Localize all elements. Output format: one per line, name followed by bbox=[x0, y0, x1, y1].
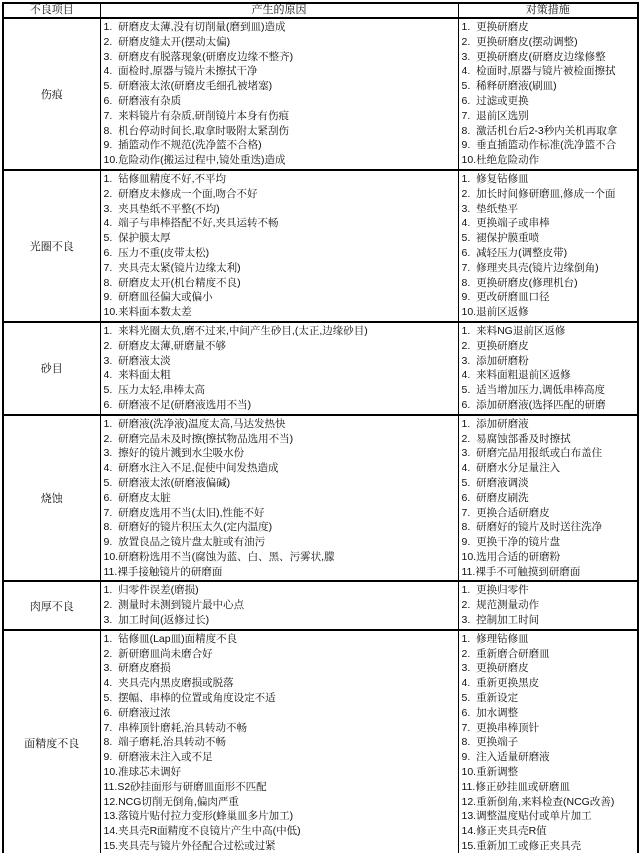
list-item: 6. 过滤或更换 bbox=[461, 94, 529, 107]
defect-item-label: 烧蚀 bbox=[3, 415, 100, 582]
list-item: 3. 更换研磨皮 bbox=[461, 662, 529, 675]
list-item: 4. 面检时,原器与镜片未擦拭干净 bbox=[103, 65, 258, 78]
table-row bbox=[3, 630, 638, 853]
list-item: 6. 加水调整 bbox=[461, 706, 519, 719]
measure-list bbox=[458, 170, 638, 322]
list-item: 2. 重新磨合研磨皿 bbox=[461, 647, 550, 660]
defect-item-label: 光圈不良 bbox=[3, 170, 100, 322]
list-item: 9. 研磨皿径偏大或偏小 bbox=[103, 291, 213, 304]
list-item: 5. 压力太轻,串棒太高 bbox=[103, 384, 206, 397]
table-row bbox=[3, 18, 638, 170]
list-item: 5. 重新设定 bbox=[461, 692, 519, 705]
list-item: 13.落镜片贴付拉力变形(蜂巢皿多片加工) bbox=[103, 810, 294, 823]
list-item: 10.重新调整 bbox=[461, 766, 519, 779]
list-item: 9. 垂直插篮动作标准(洗净篮不合 bbox=[461, 139, 617, 152]
measure-list bbox=[458, 322, 638, 415]
list-item: 3. 擦好的镜片溅到水尘吸水份 bbox=[103, 447, 245, 460]
list-item: 1. 修理钻修皿 bbox=[461, 632, 529, 645]
list-item: 8. 端子磨耗,治具转动不畅 bbox=[103, 736, 227, 749]
list-item: 1. 来料光圈太负,磨不过来,中间产生砂目,(太正,边缘砂目) bbox=[103, 324, 368, 337]
list-item: 11.修正砂挂皿或研磨皿 bbox=[461, 780, 570, 793]
list-item: 4. 来料面太粗 bbox=[103, 369, 171, 382]
list-item: 3. 夹具垫纸不平整(不均) bbox=[103, 202, 220, 215]
cause-list bbox=[100, 630, 458, 853]
list-item: 8. 研磨皮太开(机台精度不良) bbox=[103, 276, 241, 289]
list-item: 15.夹具壳与镜片外径配合过松或过紧 bbox=[103, 840, 276, 853]
list-item: 9. 研磨液未注入或不足 bbox=[103, 751, 213, 764]
list-item: 14.修正夹具壳R值 bbox=[461, 825, 547, 838]
list-item: 15.重新加工或修正夹具壳 bbox=[461, 840, 582, 853]
list-item: 11.S2砂挂面形与研磨皿面形不匹配 bbox=[103, 780, 267, 793]
list-item: 12.重新倒角,来料检查(NCG改善) bbox=[461, 795, 615, 808]
list-item: 8. 更换研磨皮(修理机台) bbox=[461, 276, 578, 289]
table-row bbox=[3, 322, 638, 415]
list-item: 5. 适当增加压力,调低串棒高度 bbox=[461, 384, 606, 397]
cause-list bbox=[100, 581, 458, 629]
list-item: 5. 研磨液调淡 bbox=[461, 476, 529, 489]
list-item: 5. 保护膜太厚 bbox=[103, 232, 171, 245]
defect-item-label: 伤痕 bbox=[3, 18, 100, 170]
list-item: 4. 研磨水分足量注入 bbox=[461, 462, 561, 475]
table-row bbox=[3, 581, 638, 629]
list-item: 7. 来料镜片有杂质,研削镜片本身有伤痕 bbox=[103, 109, 290, 122]
list-item: 6. 研磨皮刷洗 bbox=[461, 491, 529, 504]
measure-list bbox=[458, 18, 638, 170]
defect-item-label: 砂目 bbox=[3, 322, 100, 415]
list-item: 10.危险动作(搬运过程中,镜处重迭)造成 bbox=[103, 154, 286, 167]
list-item: 4. 来料面粗退前区返修 bbox=[461, 369, 571, 382]
list-item: 1. 研磨皮太薄,没有切削量(磨到皿)造成 bbox=[103, 21, 286, 33]
list-item: 10.杜绝危险动作 bbox=[461, 154, 540, 167]
list-item: 2. 测量时未测到镜片最中心点 bbox=[103, 599, 245, 612]
list-item: 13.调整温度贴付或单片加工 bbox=[461, 810, 592, 823]
list-item: 4. 更换端子或串棒 bbox=[461, 217, 550, 230]
cause-list bbox=[100, 170, 458, 322]
list-item: 6. 压力不重(皮带太松) bbox=[103, 246, 210, 259]
list-item: 3. 控制加工时间 bbox=[461, 614, 540, 627]
defect-table-body bbox=[3, 18, 638, 853]
list-item: 7. 修理夹具壳(镜片边缘倒角) bbox=[461, 261, 599, 274]
list-item: 11.裸手接触镜片的研磨面 bbox=[103, 565, 223, 578]
table-row bbox=[3, 415, 638, 582]
list-item: 10.选用合适的研磨粉 bbox=[461, 550, 561, 563]
list-item: 10.准球芯未调好 bbox=[103, 766, 182, 779]
defect-item-label: 面精度不良 bbox=[3, 630, 100, 853]
list-item: 1. 更换归零件 bbox=[461, 584, 529, 597]
header-defect-item: 不良项目 bbox=[3, 3, 100, 18]
list-item: 8. 研磨好的镜片积压太久(定内温度) bbox=[103, 521, 273, 534]
list-item: 5. 稀释研磨液(刷皿) bbox=[461, 80, 557, 93]
list-item: 1. 研磨液(洗净液)温度太高,马达发热快 bbox=[103, 417, 286, 430]
list-item: 2. 加长时间修研磨皿,修成一个面 bbox=[461, 187, 616, 200]
list-item: 5. 褪保护膜重喷 bbox=[461, 232, 540, 245]
list-item: 3. 研磨皮有脱落现象(研磨皮边缘不整齐) bbox=[103, 50, 294, 63]
list-item: 9. 注入适量研磨液 bbox=[461, 751, 550, 764]
measure-list bbox=[458, 581, 638, 629]
list-item: 9. 放置良品之镜片盘太脏或有油污 bbox=[103, 536, 266, 549]
measure-list bbox=[458, 415, 638, 582]
list-item: 6. 研磨液有杂质 bbox=[103, 94, 182, 107]
cause-list bbox=[100, 18, 458, 170]
list-item: 8. 研磨好的镜片及时送往洗净 bbox=[461, 521, 603, 534]
list-item: 10.来料面本数太差 bbox=[103, 306, 192, 319]
table-row bbox=[3, 170, 638, 322]
list-item: 8. 更换端子 bbox=[461, 736, 519, 749]
list-item: 4. 重新更换黑皮 bbox=[461, 677, 540, 690]
list-item: 8. 激活机台后2-3秒内关机再取拿 bbox=[461, 124, 618, 137]
list-item: 4. 检面时,原器与镜片被检面擦拭 bbox=[461, 65, 616, 78]
list-item: 2. 研磨皮未修成一个面,吻合不好 bbox=[103, 187, 258, 200]
defect-table bbox=[2, 2, 639, 853]
list-item: 4. 夹具壳内黑皮磨损或脱落 bbox=[103, 677, 234, 690]
list-item: 5. 研磨液太浓(研磨皮毛细孔被堵塞) bbox=[103, 80, 273, 93]
list-item: 6. 研磨液过浓 bbox=[103, 706, 171, 719]
list-item: 2. 易腐蚀部番及时擦拭 bbox=[461, 432, 571, 445]
cause-list bbox=[100, 415, 458, 582]
list-item: 10.研磨粉选用不当(腐蚀为蓝、白、黑、污雾状,朦 bbox=[103, 550, 335, 563]
list-item: 2. 研磨完品未及时擦(擦拭物品选用不当) bbox=[103, 432, 294, 445]
list-item: 5. 研磨液太浓(研磨液偏碱) bbox=[103, 476, 231, 489]
list-item: 2. 规范测量动作 bbox=[461, 599, 540, 612]
list-item: 14.夹具壳R面精度不良镜片产生中高(中低) bbox=[103, 825, 301, 838]
list-item: 1. 钻修皿(Lap皿)面精度不良 bbox=[103, 632, 238, 645]
list-item: 6. 减轻压力(调整皮带) bbox=[461, 246, 568, 259]
list-item: 11.裸手不可触摸到研磨面 bbox=[461, 565, 581, 578]
list-item: 6. 研磨皮太脏 bbox=[103, 491, 171, 504]
header-row bbox=[3, 3, 638, 18]
header-cause: 产生的原因 bbox=[100, 3, 458, 18]
list-item: 2. 研磨皮缝太开(摆动太偏) bbox=[103, 35, 231, 48]
list-item: 2. 更换研磨皮 bbox=[461, 339, 529, 352]
list-item: 3. 添加研磨粉 bbox=[461, 354, 529, 367]
list-item: 7. 更换串棒顶针 bbox=[461, 721, 540, 734]
list-item: 7. 夹具壳太紧(镜片边缘太利) bbox=[103, 261, 241, 274]
list-item: 1. 归零件误差(磨损) bbox=[103, 584, 199, 597]
measure-list bbox=[458, 630, 638, 853]
list-item: 7. 串棒顶针磨耗,治具转动不畅 bbox=[103, 721, 248, 734]
list-item: 3. 研磨完品用报纸或白布盖住 bbox=[461, 447, 603, 460]
list-item: 8. 机台停动时间长,取拿时吸附太紧刮伤 bbox=[103, 124, 290, 137]
header-measure: 对策措施 bbox=[458, 3, 638, 18]
list-item: 7. 研磨皮选用不当(太旧),性能不好 bbox=[103, 506, 265, 519]
list-item: 9. 更改研磨皿口径 bbox=[461, 291, 550, 304]
list-item: 5. 摆幅、串棒的位置或角度设定不适 bbox=[103, 692, 276, 705]
list-item: 10.退前区返修 bbox=[461, 306, 529, 319]
list-item: 4. 研磨水注入不足,促使中间发热造成 bbox=[103, 462, 279, 475]
defect-item-label: 肉厚不良 bbox=[3, 581, 100, 629]
list-item: 6. 添加研磨液(选择匹配的研磨 bbox=[461, 398, 606, 411]
list-item: 3. 垫纸垫平 bbox=[461, 202, 519, 215]
list-item: 12.NCG切削无倒角,偏肉严重 bbox=[103, 795, 239, 808]
list-item: 1. 来料NG退前区返修 bbox=[461, 324, 566, 337]
list-item: 6. 研磨液不足(研磨液选用不当) bbox=[103, 398, 252, 411]
list-item: 1. 修复钻修皿 bbox=[461, 172, 529, 185]
list-item: 9. 插篮动作不规范(洗净篮不合格) bbox=[103, 139, 262, 152]
list-item: 7. 退前区选别 bbox=[461, 109, 529, 122]
list-item: 9. 更换干净的镜片盘 bbox=[461, 536, 561, 549]
list-item: 3. 加工时间(返修过长) bbox=[103, 614, 210, 627]
list-item: 2. 更换研磨皮(摆动调整) bbox=[461, 35, 578, 48]
list-item: 3. 研磨皮磨损 bbox=[103, 662, 171, 675]
list-item: 1. 更换研磨皮 bbox=[461, 21, 529, 33]
list-item: 2. 研磨皮太薄,研磨量不够 bbox=[103, 339, 227, 352]
list-item: 3. 更换研磨皮(研磨皮边缘修整 bbox=[461, 50, 606, 63]
defect-table-header bbox=[3, 3, 638, 18]
list-item: 3. 研磨液太淡 bbox=[103, 354, 171, 367]
list-item: 1. 添加研磨液 bbox=[461, 417, 529, 430]
cause-list bbox=[100, 322, 458, 415]
list-item: 1. 钻修皿精度不好,不平均 bbox=[103, 172, 227, 185]
list-item: 4. 端子与串棒搭配不好,夹具运转不畅 bbox=[103, 217, 279, 230]
list-item: 2. 新研磨皿尚未磨合好 bbox=[103, 647, 213, 660]
list-item: 7. 更换合适研磨皮 bbox=[461, 506, 550, 519]
